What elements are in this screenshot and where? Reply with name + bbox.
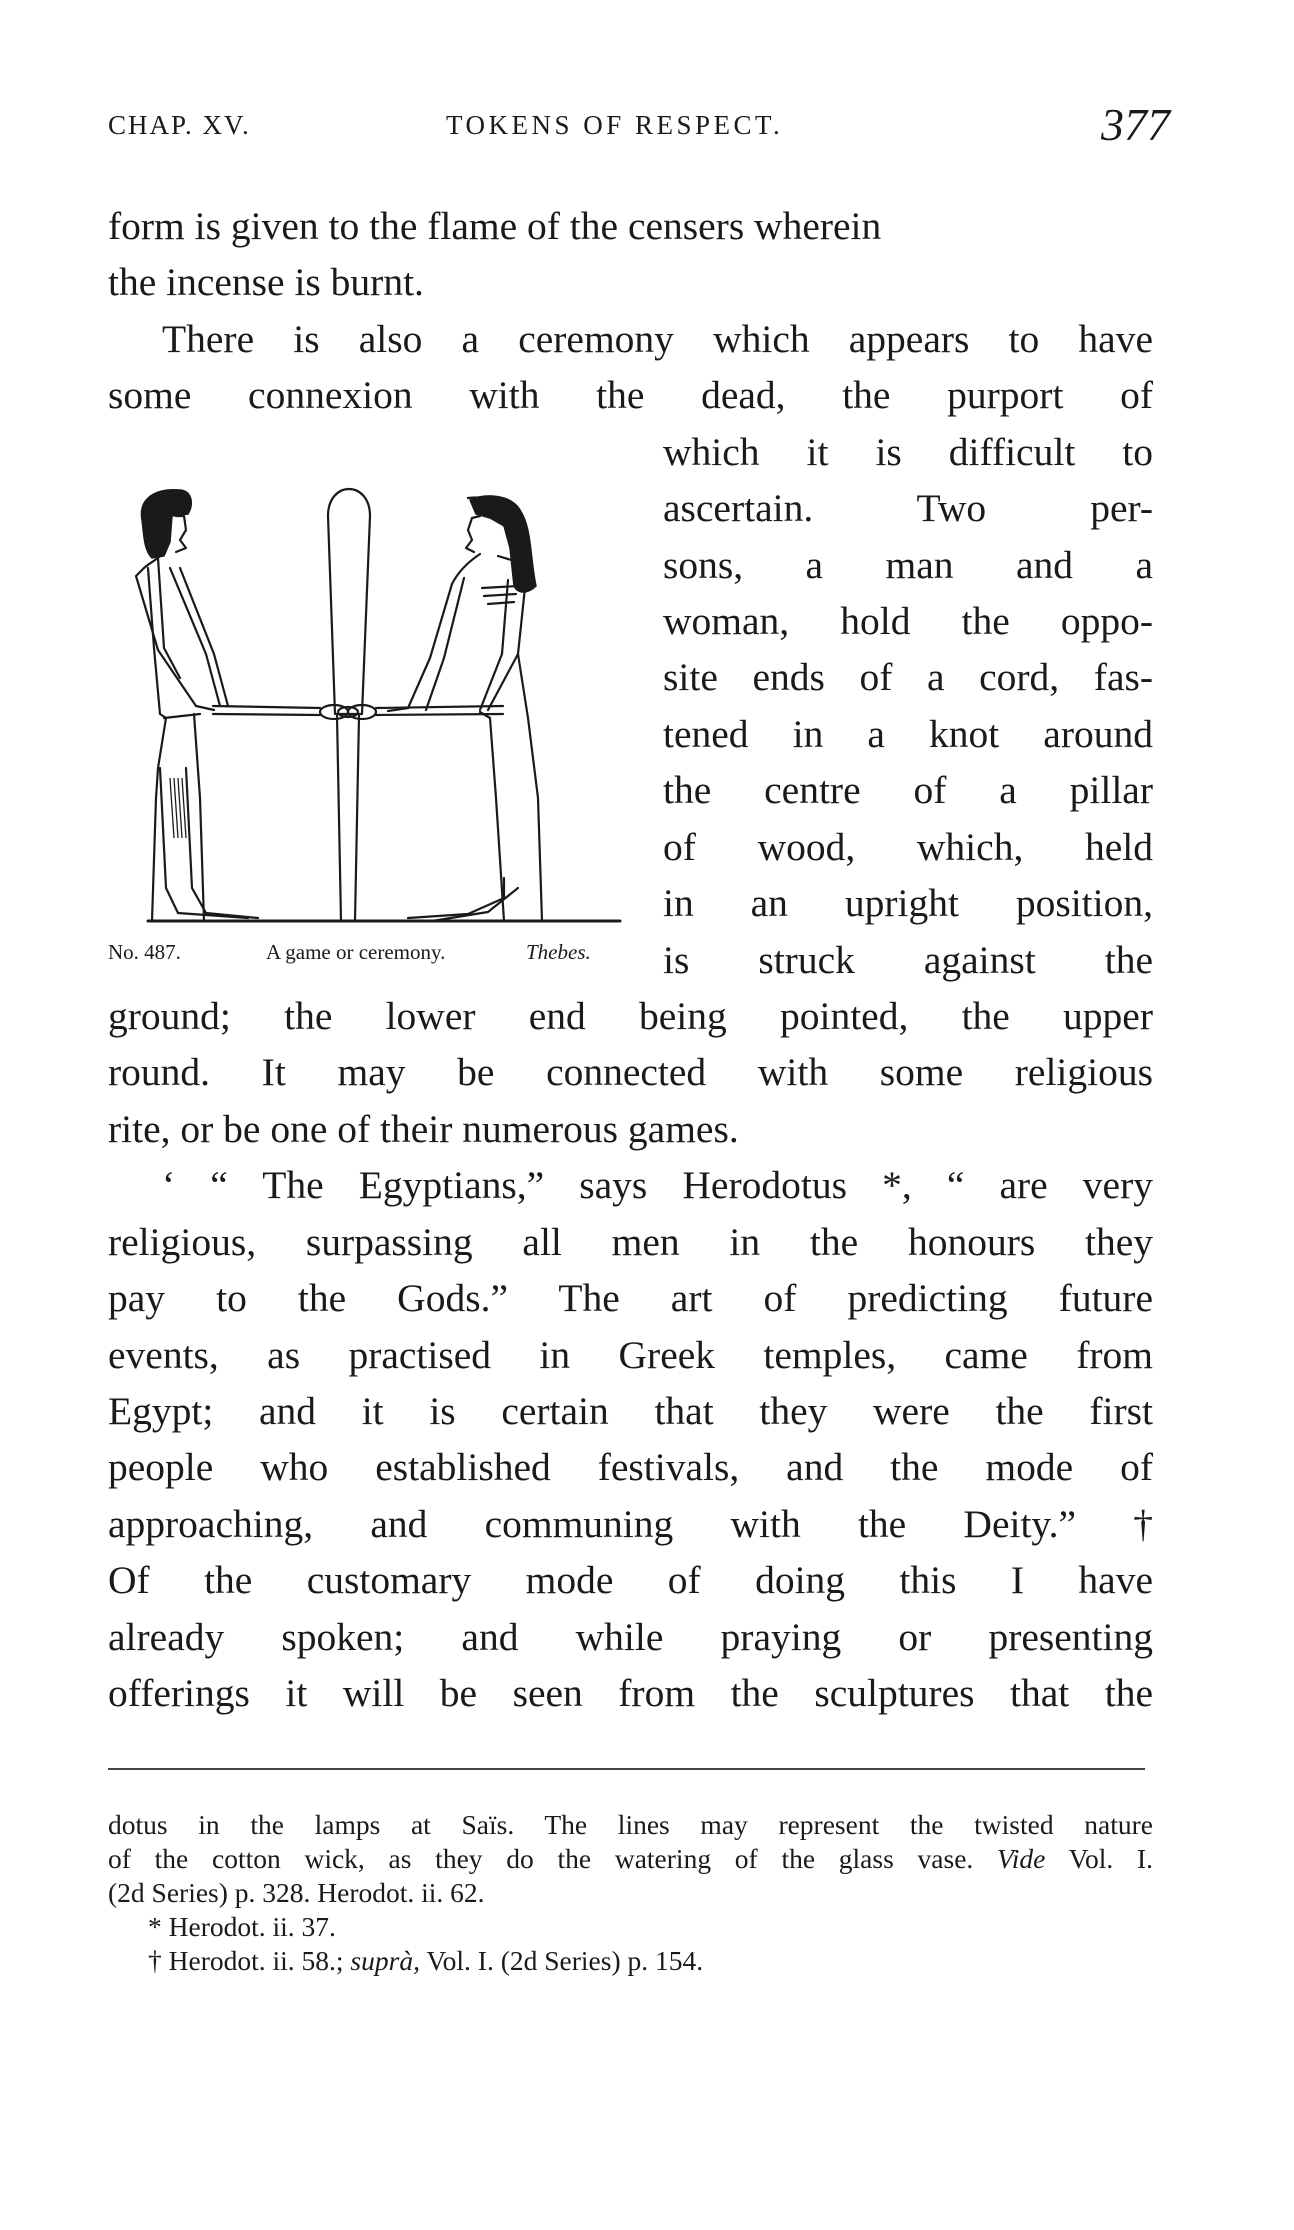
body-line: people who established festivals, and the mode of xyxy=(108,1445,1153,1489)
body-line: offerings it will be seen from the sculptures that the xyxy=(108,1671,1153,1715)
body-line: is struck against the xyxy=(663,938,1153,982)
running-title: TOKENS OF RESPECT. xyxy=(446,110,784,140)
page-number: 377 xyxy=(1101,99,1170,150)
body-line: form is given to the flame of the censers wherein xyxy=(108,204,882,248)
body-line: Of the customary mode of doing this I have xyxy=(108,1558,1153,1602)
footnote-line xyxy=(108,1842,1153,1876)
ceremony-illustration xyxy=(108,418,648,928)
body-line: religious, surpassing all men in the honours they xyxy=(108,1220,1153,1264)
body-line: the incense is burnt. xyxy=(108,260,424,304)
figure-title: A game or ceremony. xyxy=(266,940,446,964)
body-line: woman, hold the oppo- xyxy=(663,599,1153,643)
body-line: the centre of a pillar xyxy=(663,768,1153,812)
body-line: approaching, and communing with the Deity.” † xyxy=(108,1502,1153,1546)
body-line: round. It may be connected with some religious xyxy=(108,1050,1153,1094)
footnote-rule xyxy=(108,1768,1145,1770)
body-line: tened in a knot around xyxy=(663,712,1153,756)
footnote-text: † Herodot. ii. 58.; xyxy=(148,1945,344,1976)
body-line: sons, a man and a xyxy=(663,543,1153,587)
body-line: ascertain. Two per- xyxy=(663,486,1153,530)
footnote-text: Vol. I. (2d Series) p. 154. xyxy=(426,1945,704,1976)
footnote-line: (2d Series) p. 328. Herodot. ii. 62. xyxy=(108,1877,485,1908)
body-line: rite, or be one of their numerous games. xyxy=(108,1107,739,1151)
body-line: of wood, which, held xyxy=(663,825,1153,869)
footnote-text: of the cotton wick, as they do the watering of the glass vase. xyxy=(108,1843,974,1874)
body-line: ‘ “ The Egyptians,” says Herodotus *, “ are very xyxy=(162,1163,1153,1207)
body-line: pay to the Gods.” The art of predicting future xyxy=(108,1276,1153,1320)
body-line: in an upright position, xyxy=(663,881,1153,925)
figure-487 xyxy=(108,418,648,978)
footnote-supra: suprà, xyxy=(350,1945,420,1976)
chapter-label: CHAP. XV. xyxy=(108,110,251,140)
footnote-vide-tail: Vol. I. xyxy=(1068,1843,1153,1874)
figure-place: Thebes. xyxy=(526,940,591,964)
figure-number: No. 487. xyxy=(108,940,181,964)
footnote-line: dotus in the lamps at Saïs. The lines may represent the twisted nature xyxy=(108,1809,1153,1840)
footnote-dagger xyxy=(148,1944,1153,1978)
footnote-star: * Herodot. ii. 37. xyxy=(148,1911,336,1942)
body-line: which it is difficult to xyxy=(663,430,1153,474)
body-line: already spoken; and while praying or presenting xyxy=(108,1615,1153,1659)
body-line: some connexion with the dead, the purport of xyxy=(108,373,1153,417)
body-line: There is also a ceremony which appears to have xyxy=(162,317,1153,361)
body-line: Egypt; and it is certain that they were the first xyxy=(108,1389,1153,1433)
running-header xyxy=(108,98,1170,158)
body-line: events, as practised in Greek temples, came from xyxy=(108,1333,1153,1377)
body-line: ground; the lower end being pointed, the upper xyxy=(108,994,1153,1038)
footnote-vide: Vide xyxy=(997,1843,1046,1874)
body-line: site ends of a cord, fas- xyxy=(663,655,1153,699)
